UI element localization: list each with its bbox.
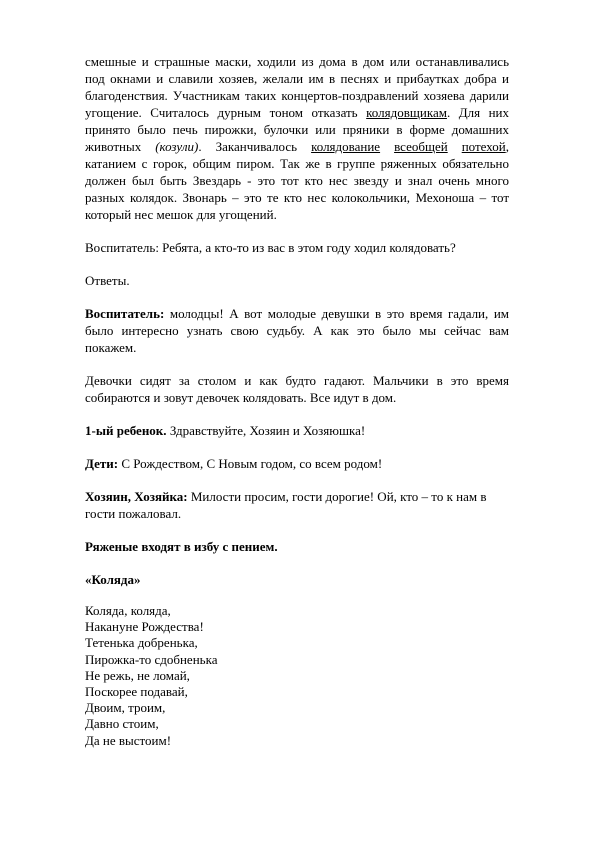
paragraph-text	[448, 139, 462, 154]
teacher-line	[85, 305, 509, 356]
paragraph-text: . Заканчивалось	[198, 139, 312, 154]
child-line	[85, 422, 509, 439]
verse-line: Давно стоим,	[85, 716, 159, 732]
document-body	[85, 53, 509, 749]
entrance-direction	[85, 538, 509, 555]
underlined-word: потехой	[461, 139, 506, 154]
speaker-text: Милости просим, гости дорогие! Ой, кто – то к нам в гости пожаловал.	[85, 489, 487, 521]
paragraph-history	[85, 53, 509, 223]
verse-line: Коляда, коляда,	[85, 603, 171, 618]
italic-note: (козули)	[155, 139, 199, 154]
verse-line: Не режь, не ломай,	[85, 667, 190, 683]
speaker-label: 1-ый ребенок.	[85, 423, 167, 438]
speaker-label: Хозяин, Хозяйка:	[85, 489, 188, 504]
verse-line: Двоим, троим,	[85, 700, 166, 716]
song-title-text: «Коляда»	[85, 572, 141, 587]
teacher-question: Воспитатель: Ребята, а кто-то из вас в этом году ходил колядовать?	[85, 240, 456, 255]
verse-line: Пирожка-то сдобненька	[85, 651, 218, 667]
paragraph-text: , катанием с горок, общим пиром. Так же в группе ряженных обязательно должен был быть Звездарь - это тот кто нес звезду и знал очень много разных колядок. Звонарь – это те кто нес колокольчики, Мехоноша – тот который нес мешок для угощений.	[85, 139, 509, 222]
bold-direction: Ряженые входят в избу с пением.	[85, 539, 278, 554]
stage-direction: Девочки сидят за столом и как будто гадают. Мальчики в это время собираются и зовут девочек колядовать. Все идут в дом.	[85, 373, 509, 405]
speaker-text: С Рождеством, С Новым годом, со всем родом!	[118, 456, 383, 471]
paragraph-text	[380, 139, 394, 154]
song-verse	[85, 603, 509, 749]
verse-line: Тетенька добренька,	[85, 635, 198, 651]
speaker-label: Дети:	[85, 456, 119, 471]
paragraph-text: смешные и страшные маски, ходили из дома в дом или останавливались под окнами и славили хозяев, желали им в песнях и прибаутках добра и благоденствия. Участникам таких концертов-поздравлений хозяева дарили угощение. Считалось дурным тоном отказать	[85, 54, 509, 120]
underlined-word: колядовщикам	[366, 105, 447, 120]
underlined-word: колядование	[311, 139, 381, 154]
speaker-text: Здравствуйте, Хозяин и Хозяюшка!	[166, 423, 366, 438]
speaker-label: Воспитатель:	[85, 306, 165, 321]
paragraph-text: . Для них принято было печь пирожки, булочки или пряники в форме домашних животных	[85, 105, 510, 154]
song-title	[85, 571, 509, 588]
verse-line: Поскорее подавай,	[85, 684, 188, 700]
verse-line: Накануне Рождества!	[85, 619, 204, 635]
hosts-line	[85, 488, 509, 522]
underlined-word: всеобщей	[394, 139, 448, 154]
answers-line: Ответы.	[85, 273, 130, 288]
speaker-text: молодцы! А вот молодые девушки в это время гадали, им было интересно узнать свою судьбу. А как это было мы сейчас вам покажем.	[85, 306, 509, 355]
verse-line: Да не выстоим!	[85, 732, 172, 748]
children-line	[85, 455, 509, 472]
